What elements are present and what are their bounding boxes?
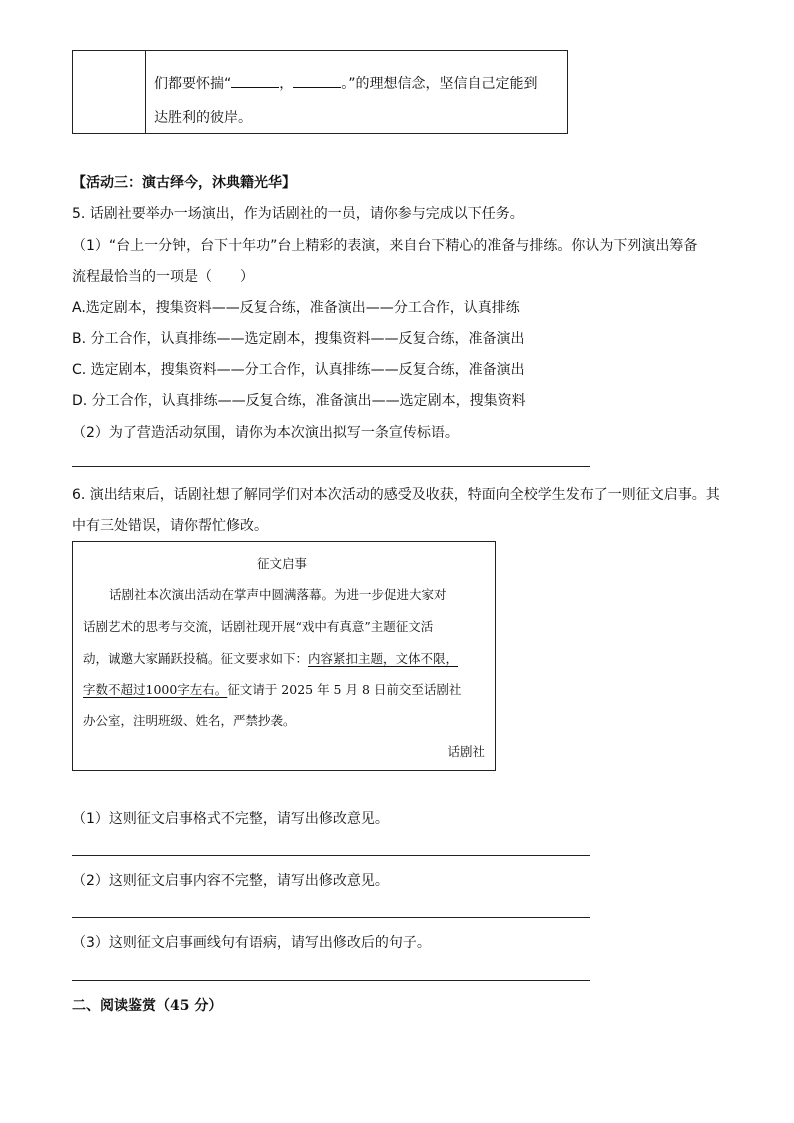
essay-notice-box [72,541,496,771]
notice-line-4: 字数不超过1000字左右。征文请于 2025 年 5 月 8 日前交至话剧社 [83,682,462,697]
q5-option-c[interactable]: C. 选定剧本，搜集资料——分工合作，认真排练——反复合练，准备演出 [72,362,525,378]
q5-option-d[interactable]: D. 分工合作，认真排练——反复合练，准备演出——选定剧本，搜集资料 [72,393,526,409]
q6-sub1: （1）这则征文启事格式不完整，请写出修改意见。 [72,811,389,827]
fill-blank-2[interactable] [293,75,341,88]
q6-sub1-answer-line[interactable] [72,855,590,856]
q5-part1-line2: 流程最恰当的一项是（ ） [72,269,254,285]
q5-option-a[interactable]: A.选定剧本，搜集资料——反复合练，准备演出——分工合作，认真排练 [72,300,520,316]
q5-option-b[interactable]: B. 分工合作，认真排练——选定剧本，搜集资料——反复合练，准备演出 [72,331,525,347]
q6-stem-line2: 中有三处错误，请你帮忙修改。 [72,518,268,534]
activity3-heading: 【活动三：演古绎今，沐典籍光华】 [72,175,296,191]
q5-part2: （2）为了营造活动氛围，请你为本次演出拟写一条宣传标语。 [72,425,459,441]
section2-heading: 二、阅读鉴赏（45 分） [72,998,223,1014]
q6-sub2-answer-line[interactable] [72,917,590,918]
notice-title: 征文启事 [257,556,308,571]
notice-line-2: 话剧艺术的思考与交流，话剧社现开展“戏中有真意”主题征文活 [83,619,434,634]
notice-line-3: 动，诚邀大家踊跃投稿。征文要求如下：内容紧扣主题，文体不限， [83,651,459,666]
q5-stem: 5. 话剧社要举办一场演出，作为话剧社的一员，请你参与完成以下任务。 [72,206,524,222]
table-row-text-2: 达胜利的彼岸。 [154,110,252,126]
notice-line-5: 办公室，注明班级、姓名，严禁抄袭。 [83,713,296,728]
underlined-sentence-part2: 字数不超过1000字左右。 [83,682,228,697]
q6-stem-line1: 6. 演出结束后，话剧社想了解同学们对本次活动的感受及收获，特面向全校学生发布了一则征文启事。其 [72,487,720,503]
notice-line-1: 话剧社本次演出活动在掌声中圆满落幕。为进一步促进大家对 [109,587,447,602]
q5-part1-line1: （1）“台上一分钟，台下十年功”台上精彩的表演，来自台下精心的准备与排练。你认为下列演出筹备 [72,238,698,254]
notice-signature: 话剧社 [447,744,485,759]
q6-sub3-answer-line[interactable] [72,980,590,981]
q6-sub2: （2）这则征文启事内容不完整，请写出修改意见。 [72,873,389,889]
fill-blank-1[interactable] [231,75,279,88]
top-table [72,50,568,134]
table-row-text-1: 们都要怀揣“ ， 。”的理想信念，坚信自己定能到 [154,76,538,92]
table-left-cell [73,51,146,133]
q6-sub3: （3）这则征文启事画线句有语病，请写出修改后的句子。 [72,935,431,951]
q5-answer-line[interactable] [72,466,590,467]
underlined-sentence-part1: 内容紧扣主题，文体不限， [308,651,459,666]
